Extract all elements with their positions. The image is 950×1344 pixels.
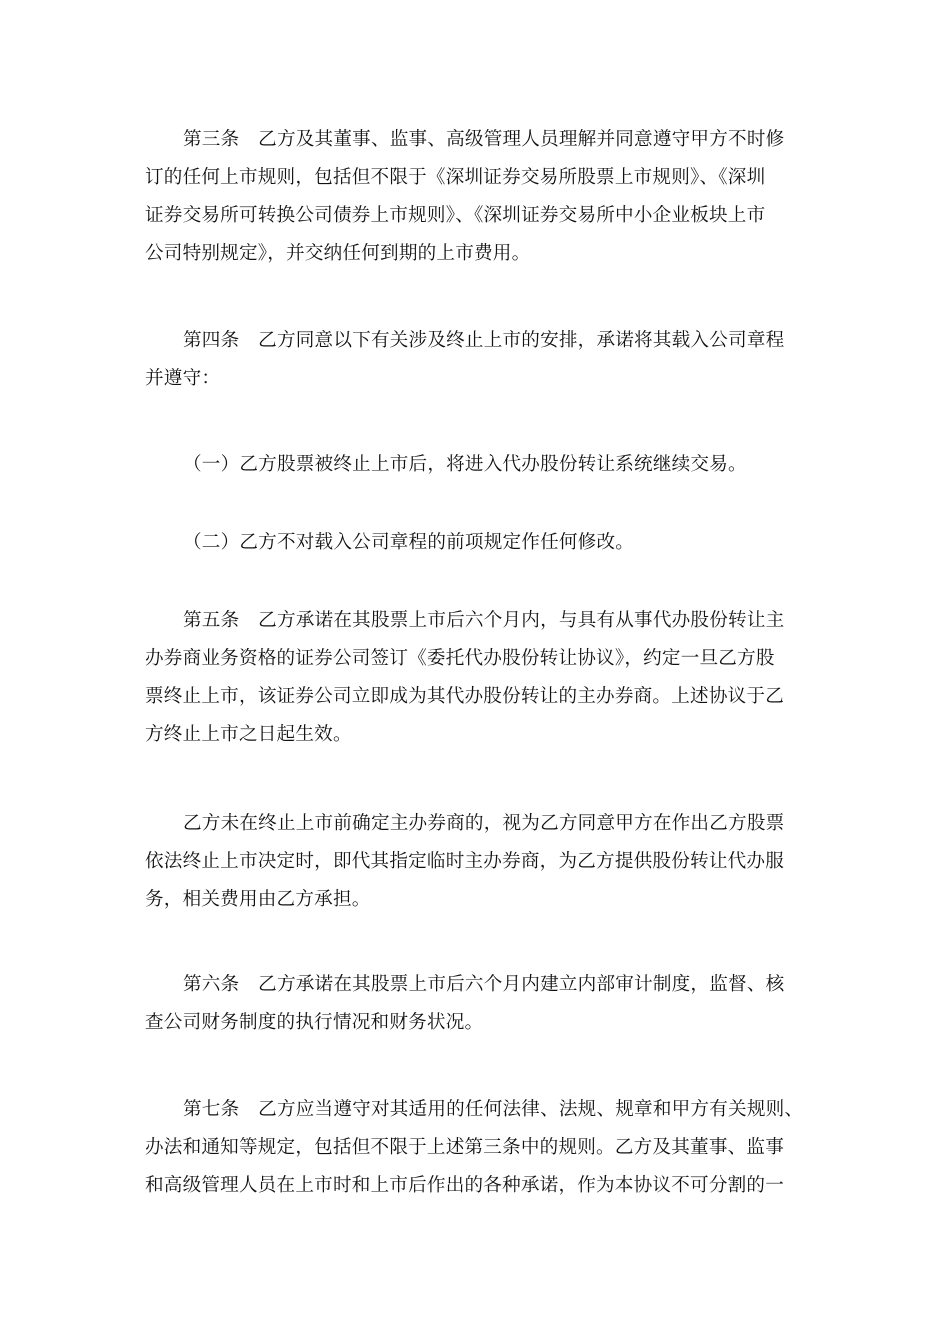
- article-7-line-2: 办法和通知等规定，包括但不限于上述第三条中的规则。乙方及其董事、监事: [145, 1137, 784, 1158]
- article-5-line-4: 方终止上市之日起生效。: [145, 724, 352, 745]
- article-4-item-1: [145, 446, 805, 484]
- article-4: [145, 322, 805, 398]
- article-3-line-3: 证券交易所可转换公司债券上市规则》、《深圳证券交易所中小企业板块上市: [145, 205, 766, 226]
- article-4-item-2-text: （二）乙方不对载入公司章程的前项规定作任何修改。: [183, 532, 635, 553]
- article-6: [145, 966, 805, 1042]
- article-6-line-1: 第六条 乙方承诺在其股票上市后六个月内建立内部审计制度，监督、核: [183, 974, 785, 995]
- article-3-line-4: 公司特别规定》，并交纳任何到期的上市费用。: [145, 243, 531, 264]
- article-5-paragraph-2: [145, 805, 805, 919]
- article-7-line-3: 和高级管理人员在上市时和上市后作出的各种承诺，作为本协议不可分割的一: [145, 1175, 784, 1196]
- article-4-line-1: 第四条 乙方同意以下有关涉及终止上市的安排，承诺将其载入公司章程: [183, 330, 785, 351]
- article-4-line-2: 并遵守：: [145, 368, 221, 389]
- article-7-line-1: 第七条 乙方应当遵守对其适用的任何法律、法规、规章和甲方有关规则、: [183, 1099, 804, 1120]
- article-5-p2-line-2: 依法终止上市决定时，即代其指定临时主办券商，为乙方提供股份转让代办服: [145, 851, 784, 872]
- article-3-line-1: 第三条 乙方及其董事、监事、高级管理人员理解并同意遵守甲方不时修: [183, 129, 785, 150]
- article-5-p2-line-3: 务，相关费用由乙方承担。: [145, 889, 371, 910]
- article-5-line-3: 票终止上市，该证券公司立即成为其代办股份转让的主办券商。上述协议于乙: [145, 686, 784, 707]
- article-5-line-1: 第五条 乙方承诺在其股票上市后六个月内，与具有从事代办股份转让主: [183, 610, 785, 631]
- article-3: [145, 121, 805, 273]
- article-3-line-2: 订的任何上市规则，包括但不限于《深圳证券交易所股票上市规则》、《深圳: [145, 167, 766, 188]
- article-4-item-1-text: （一）乙方股票被终止上市后，将进入代办股份转让系统继续交易。: [183, 454, 747, 475]
- article-5-p2-line-1: 乙方未在终止上市前确定主办券商的，视为乙方同意甲方在作出乙方股票: [183, 813, 785, 834]
- article-6-line-2: 查公司财务制度的执行情况和财务状况。: [145, 1012, 484, 1033]
- article-5-line-2: 办券商业务资格的证券公司签订《委托代办股份转让协议》，约定一旦乙方股: [145, 648, 775, 669]
- article-7: [145, 1091, 805, 1205]
- article-5: [145, 602, 805, 754]
- article-4-item-2: [145, 524, 805, 562]
